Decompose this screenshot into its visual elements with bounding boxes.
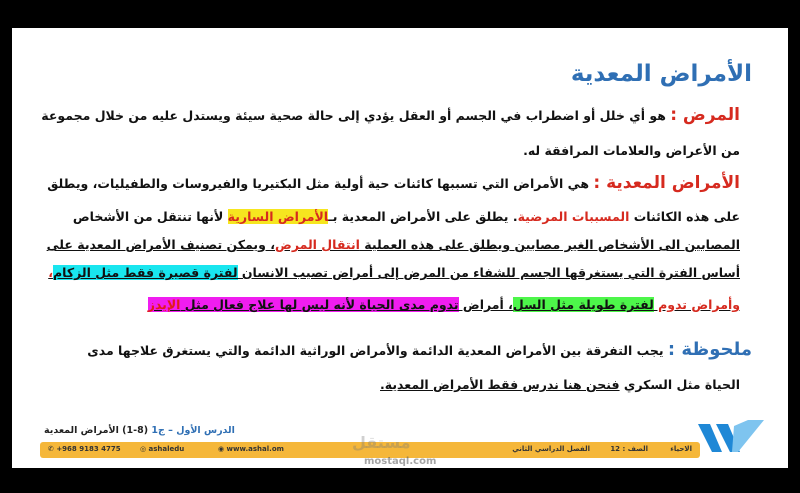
watermark-text: مستقل: [352, 433, 411, 452]
short-duration-highlight: لفترة قصيرة فقط مثل الزكام: [52, 265, 238, 280]
lesson-suffix: (8-1) الأمراض المعدية: [44, 425, 149, 436]
social-text: ashaledu: [148, 445, 185, 453]
subject-label: الاحياء: [670, 445, 692, 453]
text-segment: . يطلق على الأمراض المعدية بـ: [328, 209, 518, 224]
lifelong-highlight: تدوم مدى الحياة لأنه ليس لها علاج فعال مثل: [180, 297, 459, 312]
term-label: الفصل الدراسي الثاني: [512, 445, 590, 453]
infectious-definition-line-5: [148, 296, 740, 314]
disease-definition-text-2: من الأعراض والعلامات المرافقة له.: [523, 143, 740, 158]
disease-transmission-term: انتقال المرض: [275, 237, 360, 252]
aids-highlight: الإيدز: [147, 297, 181, 312]
page-title: الأمراض المعدية: [570, 61, 752, 87]
note-text: يجب التفرقة بين الأمراض المعدية الدائمة والأمراض الوراثية الدائمة والتي يستغرق علاجها مدى: [87, 343, 668, 358]
text-segment: الحياة مثل السكري: [619, 377, 740, 392]
text-segment: على هذه الكائنات: [629, 209, 740, 224]
document-page: [12, 28, 788, 468]
note-emphasis: فنحن هنا ندرس فقط الأمراض المعدية.: [380, 377, 620, 392]
infectious-definition-line-4: [48, 264, 740, 282]
website: [218, 445, 284, 453]
whatsapp-icon: ✆: [48, 445, 57, 453]
disease-term: المرض :: [670, 105, 740, 125]
note-line-2: [380, 376, 740, 394]
social-icon: ◎: [140, 445, 149, 453]
phone: [48, 445, 121, 453]
disease-definition-line-1: [41, 106, 740, 125]
infectious-definition-line-3: [47, 236, 740, 254]
text-segment: لأنها تنتقل من الأشخاص: [72, 209, 228, 224]
pathogens-term: المسببات المرضية: [517, 209, 630, 224]
website-text: www.ashal.om: [226, 445, 284, 453]
note-term: ملحوظة :: [667, 339, 752, 360]
infectious-definition-line-1: [47, 174, 740, 193]
text-segment: المصابين الى الأشخاص الغير مصابين ويطلق على هذه العملية: [359, 237, 740, 252]
lesson-prefix: الدرس الأول – ج1: [148, 425, 235, 436]
social-handle: [140, 445, 184, 453]
lesson-label: [44, 425, 235, 436]
grade-label: الصف : 12: [610, 445, 648, 453]
text-segment: ،: [48, 265, 53, 280]
infectious-term: الأمراض المعدية :: [593, 173, 740, 193]
note-line-1: [87, 341, 752, 360]
communicable-diseases-highlight: الأمراض السارية: [227, 209, 329, 224]
ashal-logo-icon: [694, 418, 768, 462]
watermark-url: mostaql.com: [364, 456, 437, 467]
text-segment: أساس الفترة التي يستغرقها الجسم للشفاء من المرض إلى أمراض تصيب الانسان: [237, 265, 740, 280]
text-segment: ، أمراض: [458, 297, 513, 312]
disease-definition-line-2: [523, 142, 740, 160]
text-segment: وأمراض تدوم: [653, 297, 740, 312]
infectious-definition-text: هي الأمراض التي تسببها كائنات حية أولية مثل البكتيريا والفيروسات والطفيليات، ويطلق: [47, 176, 594, 191]
globe-icon: ◉: [218, 445, 227, 453]
phone-text: +968 9183 4775: [56, 445, 121, 453]
text-segment: ، ويمكن تصنيف الأمراض المعدية على: [46, 237, 275, 252]
disease-definition-text: هو أي خلل أو اضطراب في الجسم أو العقل يؤدي إلى حالة صحية سيئة ويستدل عليه من خلال مجموعة: [41, 108, 671, 123]
long-duration-highlight: لفترة طويلة مثل السل: [512, 297, 654, 312]
infectious-definition-line-2: [73, 208, 740, 226]
